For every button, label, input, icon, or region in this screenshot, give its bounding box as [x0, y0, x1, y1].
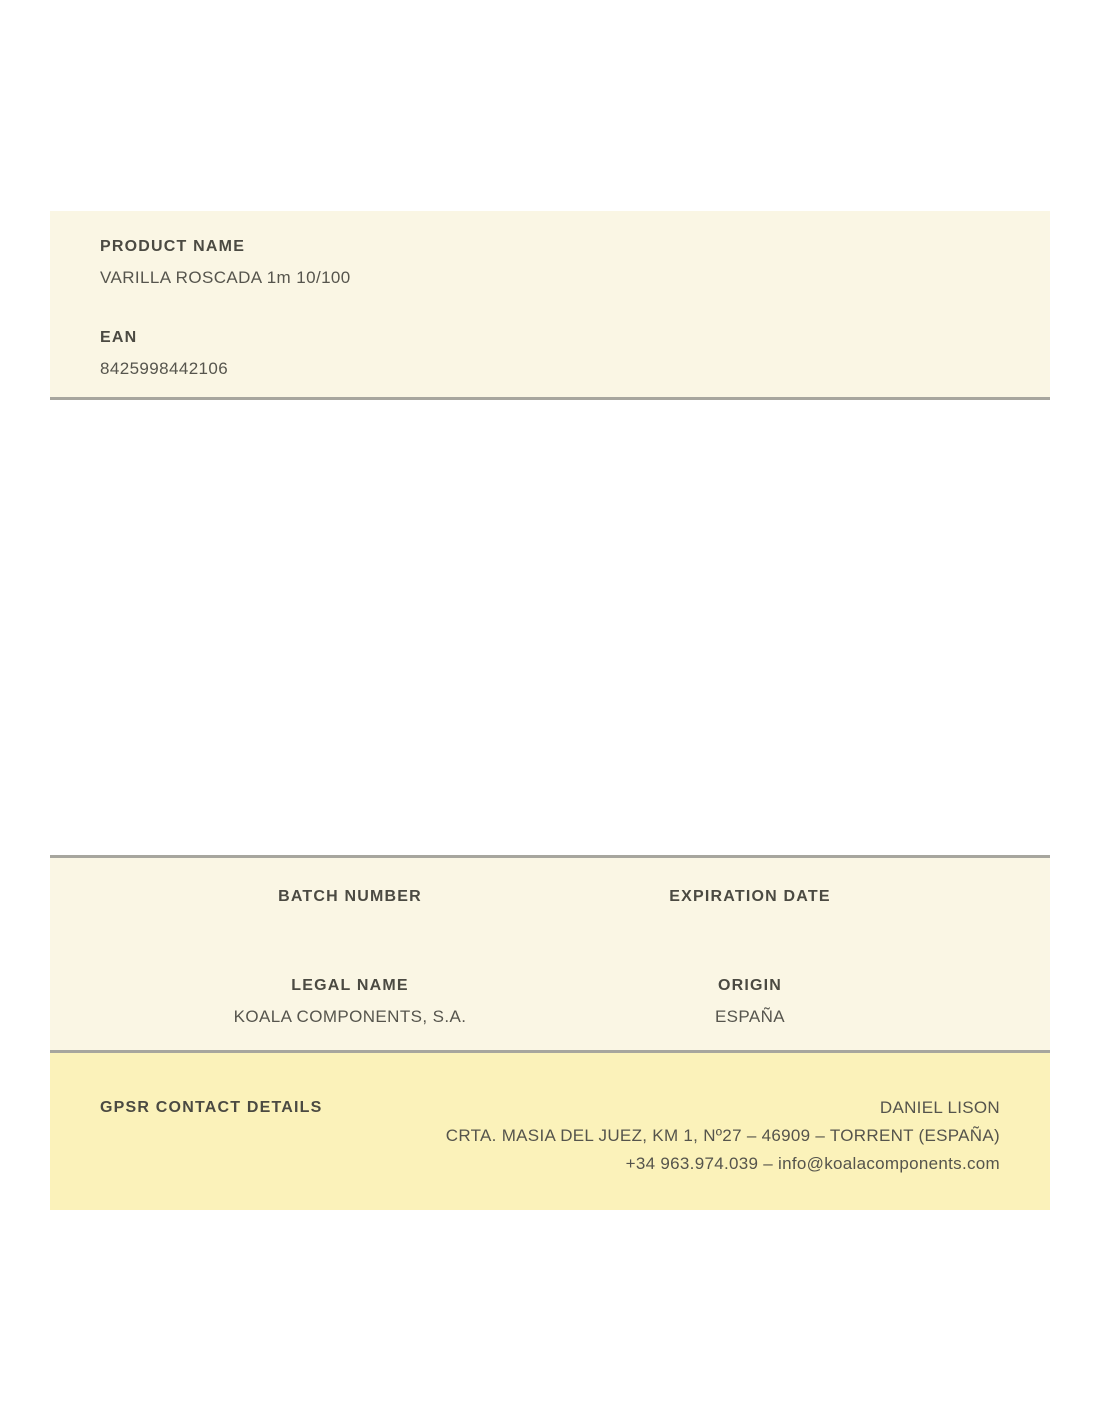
legal-name-value: KOALA COMPONENTS, S.A.	[233, 1007, 467, 1026]
expiration-date-label: EXPIRATION DATE	[669, 888, 831, 905]
ean-value: 8425998442106	[100, 359, 229, 378]
batch-grid	[150, 887, 950, 1029]
batch-number-label: BATCH NUMBER	[278, 888, 422, 905]
batch-section	[50, 855, 1050, 1053]
product-name-label: PRODUCT NAME	[100, 238, 246, 255]
origin-label: ORIGIN	[717, 977, 783, 994]
expiration-date-field	[550, 887, 950, 940]
batch-number-field	[150, 887, 550, 940]
contact-name: DANIEL LISON	[879, 1098, 1000, 1117]
ean-label: EAN	[100, 329, 138, 346]
expiration-date-value	[550, 916, 950, 940]
legal-name-field	[150, 976, 550, 1029]
origin-field	[550, 976, 950, 1029]
gpsr-contact-lines	[323, 1094, 1000, 1178]
batch-number-value	[150, 916, 550, 940]
ean-field	[100, 328, 1000, 381]
contact-phone-email: +34 963.974.039 – info@koalacomponents.com	[625, 1154, 1000, 1173]
gpsr-contact-section	[50, 1053, 1050, 1210]
contact-address: CRTA. MASIA DEL JUEZ, KM 1, Nº27 – 46909 – TORRENT (ESPAÑA)	[445, 1126, 1000, 1145]
product-section	[50, 211, 1050, 400]
product-name-value: VARILLA ROSCADA 1m 10/100	[100, 268, 351, 287]
legal-name-label: LEGAL NAME	[291, 977, 409, 994]
product-name-field	[100, 237, 1000, 290]
gpsr-contact-row	[100, 1094, 1000, 1178]
gpsr-contact-label: GPSR CONTACT DETAILS	[100, 1099, 323, 1116]
origin-value: ESPAÑA	[714, 1007, 786, 1026]
